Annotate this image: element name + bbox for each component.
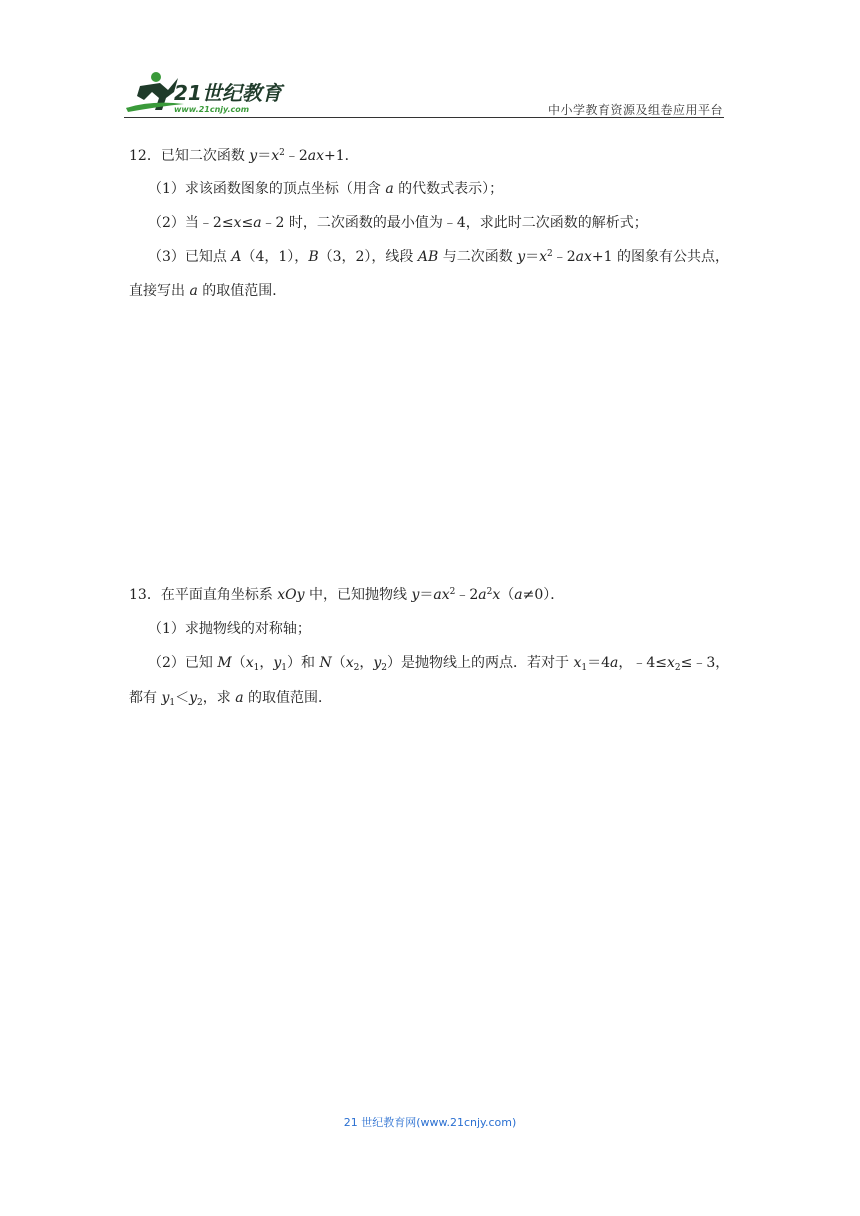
q12-part2: （2）当﹣2≤x≤a﹣2 时，二次函数的最小值为﹣4，求此时二次函数的解析式； (148, 215, 648, 231)
q13-part2: （2）已知 $M(x_1$，$y_1$）和 $N(x_2$，$y_2$）是抛物线上的两点．若对于 $x_1=4a$，$﹣4\le x_2\le﹣3$， (148, 655, 730, 673)
q12-part3: （3）已知点 A（4，1），B（3，2），线段 AB 与二次函数 $y=x^2﹣2ax+1$ 的图象有公共点， (148, 249, 730, 265)
q12-part1: （1）求该函数图象的顶点坐标（用含 a 的代数式表示）； (148, 181, 504, 197)
header-tagline: 中小学教育资源及组卷应用平台 (547, 103, 723, 117)
logo-url: www.21cnjy.com (174, 105, 250, 114)
q13-stem: 13．在平面直角坐标系 xOy 中，已知抛物线 $y=ax^2﹣2a^2x(a\ne 0)$． (129, 587, 565, 603)
q13-part1: （1）求抛物线的对称轴； (148, 621, 311, 637)
q12-part3-cont: 直接写出 a 的取值范围． (129, 283, 287, 299)
logo-figure-head (151, 72, 161, 82)
header-divider (124, 117, 724, 118)
logo-wordmark: 21世纪教育 (174, 81, 282, 105)
q13-part2-cont: 都有 $y_1<y_2$，求 a 的取值范围． (129, 690, 333, 708)
q12-stem: 12．已知二次函数 $y=x^2﹣2ax+1$． (129, 148, 359, 164)
footer-link[interactable]: 21 世纪教育网(www.21cnjy.com) (343, 1116, 517, 1129)
brand-logo (122, 70, 292, 116)
